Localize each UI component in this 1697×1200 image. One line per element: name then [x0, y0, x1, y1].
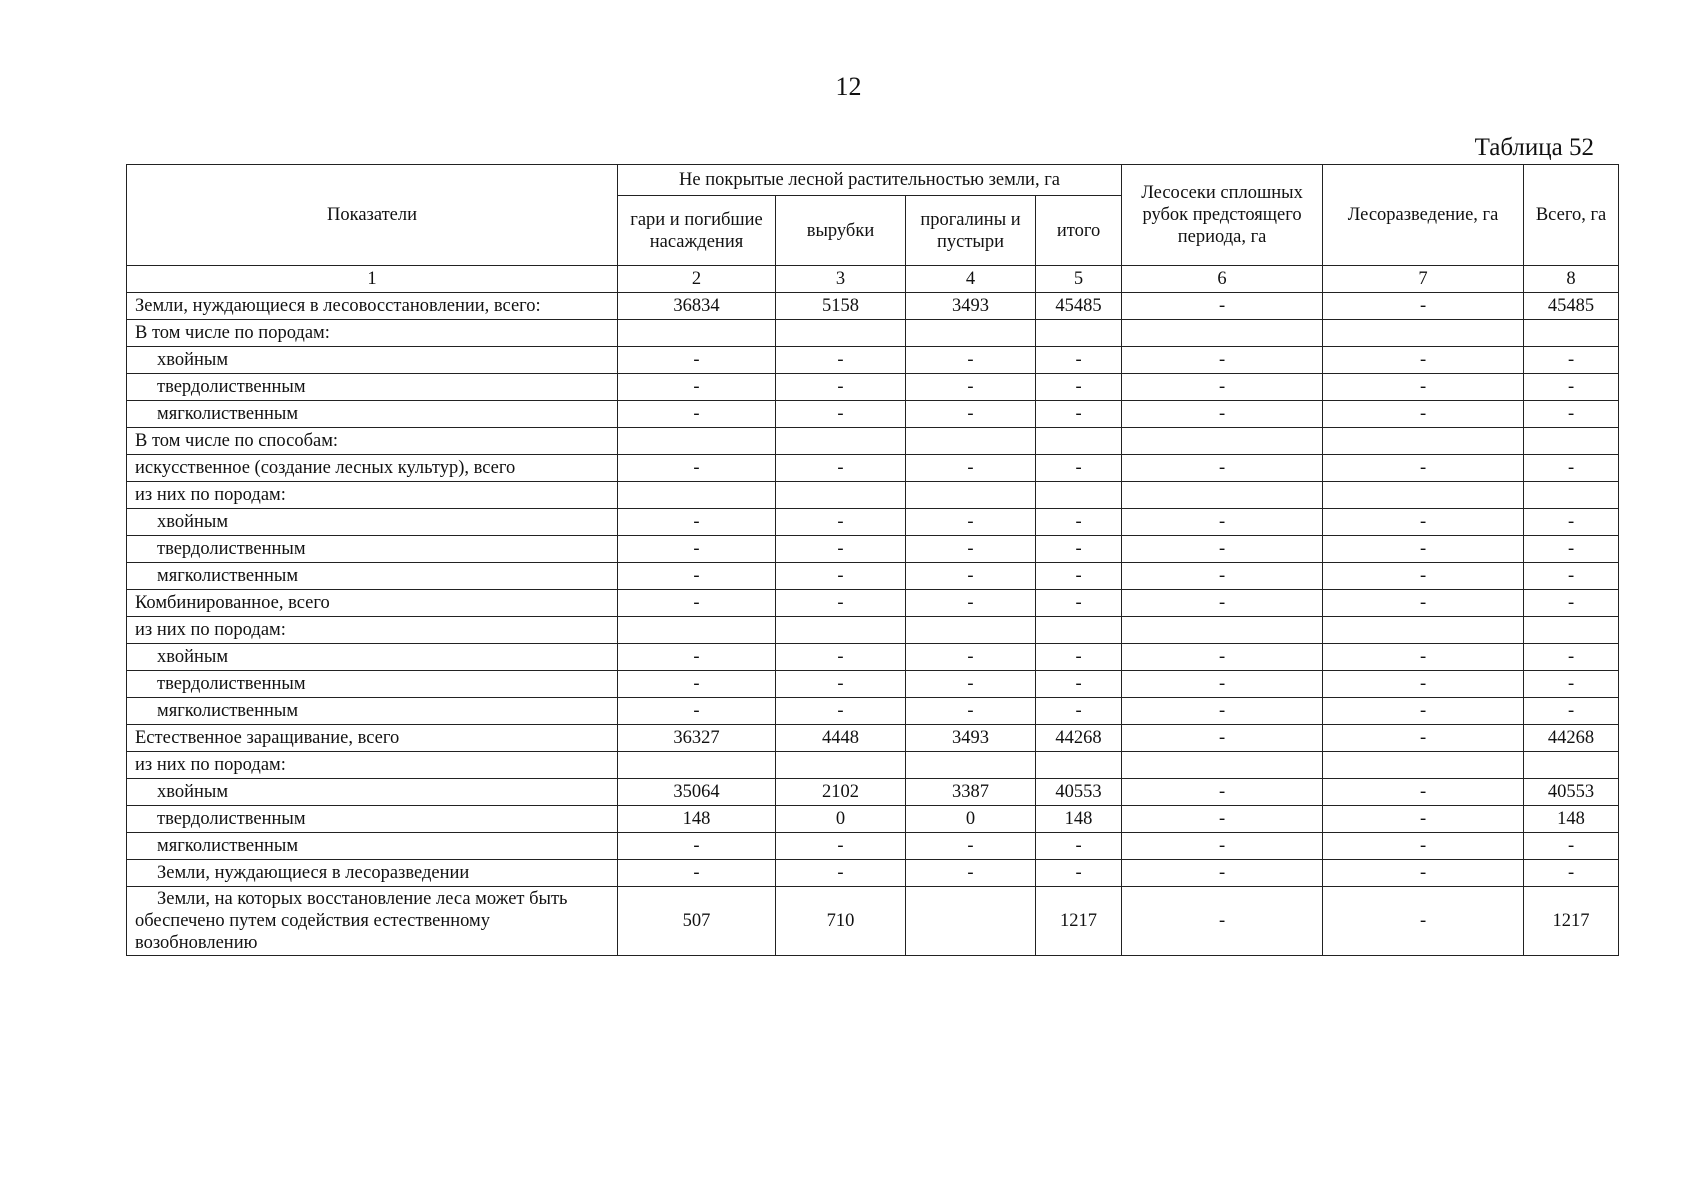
table-cell [776, 428, 906, 455]
row-label: твердолиственным [127, 806, 618, 833]
table-cell: - [1524, 860, 1619, 887]
table-cell: - [1036, 860, 1122, 887]
table-cell: - [776, 833, 906, 860]
table-cell: - [1036, 509, 1122, 536]
table-cell: - [1122, 833, 1323, 860]
table-cell: - [776, 536, 906, 563]
table-cell [1122, 482, 1323, 509]
table-cell: - [618, 590, 776, 617]
table-cell [906, 752, 1036, 779]
table-cell: 1217 [1524, 887, 1619, 956]
table-cell: 40553 [1524, 779, 1619, 806]
table-cell: - [1524, 374, 1619, 401]
table-cell: 36327 [618, 725, 776, 752]
table-cell: - [1122, 374, 1323, 401]
table-cell: - [1122, 644, 1323, 671]
table-cell [1524, 617, 1619, 644]
row-label: хвойным [127, 644, 618, 671]
table-row [127, 428, 1619, 455]
table-cell: - [1323, 293, 1524, 320]
header-total: Всего, га [1524, 165, 1619, 266]
header-cuttings: вырубки [776, 196, 906, 266]
table-cell: - [1323, 347, 1524, 374]
row-label-text: Земли, на которых восстановление леса может быть обеспечено путем содействия естественному возобновлению [135, 889, 568, 953]
table-row [127, 590, 1619, 617]
table-cell: 45485 [1036, 293, 1122, 320]
table-cell [776, 482, 906, 509]
column-number: 5 [1036, 266, 1122, 293]
table-cell: - [1036, 698, 1122, 725]
table-cell: - [1323, 833, 1524, 860]
table-cell: - [1524, 536, 1619, 563]
table-cell: - [906, 509, 1036, 536]
row-label: мягколиственным [127, 833, 618, 860]
table-cell: - [1524, 401, 1619, 428]
table-cell: 148 [1524, 806, 1619, 833]
table-cell: - [1122, 563, 1323, 590]
header-uncovered-lands: Не покрытые лесной растительностью земли, га [618, 165, 1122, 196]
table-cell: - [1036, 563, 1122, 590]
table-cell: 1217 [1036, 887, 1122, 956]
header-burned: гари и погибшие насаждения [618, 196, 776, 266]
table-cell [618, 428, 776, 455]
table-cell: - [906, 671, 1036, 698]
table-cell: - [1323, 779, 1524, 806]
table-cell: - [618, 536, 776, 563]
column-number: 7 [1323, 266, 1524, 293]
table-cell: - [1036, 644, 1122, 671]
table-cell: - [618, 455, 776, 482]
table-cell: - [906, 833, 1036, 860]
table-row [127, 806, 1619, 833]
table-cell: - [1036, 347, 1122, 374]
column-number: 3 [776, 266, 906, 293]
table-row [127, 698, 1619, 725]
table-cell: - [776, 563, 906, 590]
table-row [127, 887, 1619, 956]
table-cell [776, 320, 906, 347]
table-cell: - [776, 374, 906, 401]
table-cell: - [906, 401, 1036, 428]
table-cell: - [1524, 347, 1619, 374]
table-cell: - [1036, 401, 1122, 428]
column-number: 2 [618, 266, 776, 293]
table-row [127, 401, 1619, 428]
table-cell [906, 428, 1036, 455]
table-row [127, 374, 1619, 401]
table-cell: - [906, 698, 1036, 725]
table-cell: 35064 [618, 779, 776, 806]
table-cell: 0 [776, 806, 906, 833]
table-cell: - [776, 401, 906, 428]
table-cell [1122, 617, 1323, 644]
table-cell [1036, 428, 1122, 455]
table-cell: - [1323, 374, 1524, 401]
table-cell: - [776, 590, 906, 617]
row-label: хвойным [127, 347, 618, 374]
table-cell: - [1122, 860, 1323, 887]
table-cell: - [906, 563, 1036, 590]
table-cell: 44268 [1524, 725, 1619, 752]
table-cell [1036, 752, 1122, 779]
table-cell: - [1122, 536, 1323, 563]
table-cell: - [906, 455, 1036, 482]
table-cell: - [776, 509, 906, 536]
table-cell: - [776, 455, 906, 482]
table-cell: - [618, 860, 776, 887]
table-cell: - [906, 590, 1036, 617]
table-cell: - [1122, 887, 1323, 956]
column-number: 4 [906, 266, 1036, 293]
table-cell: - [1323, 698, 1524, 725]
table-cell: 5158 [776, 293, 906, 320]
table-cell [776, 617, 906, 644]
table-cell [1524, 482, 1619, 509]
table-cell: - [1122, 671, 1323, 698]
row-label: хвойным [127, 779, 618, 806]
table-cell: - [1122, 590, 1323, 617]
table-cell: 2102 [776, 779, 906, 806]
reforestation-table [126, 164, 1619, 956]
table-cell [1036, 320, 1122, 347]
table-cell: - [1323, 455, 1524, 482]
row-label: Комбинированное, всего [127, 590, 618, 617]
table-cell: - [1524, 455, 1619, 482]
table-cell: - [618, 644, 776, 671]
table-cell: - [906, 860, 1036, 887]
table-cell [776, 752, 906, 779]
table-cell [1323, 617, 1524, 644]
table-cell [618, 482, 776, 509]
table-cell: 4448 [776, 725, 906, 752]
column-number: 8 [1524, 266, 1619, 293]
table-cell: 3387 [906, 779, 1036, 806]
table-cell [1036, 617, 1122, 644]
table-cell: 710 [776, 887, 906, 956]
table-cell [906, 617, 1036, 644]
row-label: Земли, нуждающиеся в лесовосстановлении, всего: [127, 293, 618, 320]
table-cell: - [1323, 536, 1524, 563]
table-cell: - [1524, 698, 1619, 725]
table-cell: 45485 [1524, 293, 1619, 320]
table-row [127, 752, 1619, 779]
header-indicators: Показатели [127, 165, 618, 266]
table-cell: - [1323, 887, 1524, 956]
table-cell: - [1524, 563, 1619, 590]
table-row [127, 509, 1619, 536]
table-cell [618, 752, 776, 779]
row-label: Естественное заращивание, всего [127, 725, 618, 752]
table-row [127, 725, 1619, 752]
table-cell: - [776, 671, 906, 698]
table-cell: - [618, 347, 776, 374]
table-row [127, 347, 1619, 374]
table-row [127, 320, 1619, 347]
table-row [127, 671, 1619, 698]
table-cell: - [1122, 401, 1323, 428]
row-label: из них по породам: [127, 752, 618, 779]
table-cell: - [1122, 779, 1323, 806]
row-label: твердолиственным [127, 671, 618, 698]
table-cell [1122, 752, 1323, 779]
row-label: твердолиственным [127, 536, 618, 563]
table-cell: - [906, 374, 1036, 401]
column-number: 6 [1122, 266, 1323, 293]
row-label: мягколиственным [127, 563, 618, 590]
table-row [127, 779, 1619, 806]
row-label [127, 887, 618, 956]
header-clearcut-sites: Лесосеки сплошных рубок предстоящего периода, га [1122, 165, 1323, 266]
header-subtotal: итого [1036, 196, 1122, 266]
table-cell: 44268 [1036, 725, 1122, 752]
table-cell: - [1524, 590, 1619, 617]
table-cell: - [618, 833, 776, 860]
table-cell: - [906, 644, 1036, 671]
table-cell [906, 482, 1036, 509]
table-cell [618, 617, 776, 644]
table-cell: - [1122, 293, 1323, 320]
header-afforestation: Лесоразведение, га [1323, 165, 1524, 266]
table-cell [618, 320, 776, 347]
table-cell: - [618, 509, 776, 536]
row-label: В том числе по способам: [127, 428, 618, 455]
table-cell: - [1524, 644, 1619, 671]
row-label: мягколиственным [127, 698, 618, 725]
table-cell: - [1122, 698, 1323, 725]
table-cell: - [1524, 509, 1619, 536]
page-number: 12 [835, 72, 862, 101]
table-cell: - [1524, 671, 1619, 698]
table-cell: - [618, 401, 776, 428]
table-row [127, 455, 1619, 482]
row-label: Земли, нуждающиеся в лесоразведении [127, 860, 618, 887]
table-cell: - [1323, 725, 1524, 752]
row-label: мягколиственным [127, 401, 618, 428]
table-cell: - [906, 536, 1036, 563]
table-cell: - [776, 644, 906, 671]
table-cell [1122, 428, 1323, 455]
table-row [127, 644, 1619, 671]
table-cell: - [1323, 509, 1524, 536]
row-label: искусственное (создание лесных культур), всего [127, 455, 618, 482]
table-row [127, 482, 1619, 509]
header-glades: прогалины и пустыри [906, 196, 1036, 266]
table-cell: - [1323, 860, 1524, 887]
table-cell: - [1036, 536, 1122, 563]
table-cell: - [1036, 374, 1122, 401]
row-label: В том числе по породам: [127, 320, 618, 347]
table-cell: - [1323, 806, 1524, 833]
table-cell [1323, 320, 1524, 347]
table-cell: - [1036, 455, 1122, 482]
table-cell [906, 320, 1036, 347]
table-cell: 0 [906, 806, 1036, 833]
table-row [127, 617, 1619, 644]
table-cell: - [1036, 590, 1122, 617]
table-cell: - [1036, 833, 1122, 860]
table-cell [906, 887, 1036, 956]
table-cell: 40553 [1036, 779, 1122, 806]
table-cell: - [1323, 401, 1524, 428]
table-row [127, 536, 1619, 563]
table-cell: - [618, 698, 776, 725]
table-cell [1524, 752, 1619, 779]
column-number-row [127, 266, 1619, 293]
table-cell [1122, 320, 1323, 347]
row-label: хвойным [127, 509, 618, 536]
table-row [127, 833, 1619, 860]
table-cell: 3493 [906, 725, 1036, 752]
table-cell: - [1122, 455, 1323, 482]
table-cell: - [906, 347, 1036, 374]
table-cell: - [1323, 590, 1524, 617]
row-label: из них по породам: [127, 482, 618, 509]
row-label: твердолиственным [127, 374, 618, 401]
table-cell [1323, 752, 1524, 779]
table-cell: - [776, 860, 906, 887]
column-number: 1 [127, 266, 618, 293]
table-cell: - [618, 563, 776, 590]
table-cell: - [776, 698, 906, 725]
table-row [127, 860, 1619, 887]
table-cell: - [1122, 725, 1323, 752]
table-row [127, 563, 1619, 590]
table-cell: - [1122, 806, 1323, 833]
table-cell: 3493 [906, 293, 1036, 320]
table-cell: 507 [618, 887, 776, 956]
table-cell: 148 [618, 806, 776, 833]
table-cell: - [1524, 833, 1619, 860]
table-cell: - [1036, 671, 1122, 698]
table-cell: 148 [1036, 806, 1122, 833]
table-cell: - [1323, 563, 1524, 590]
table-cell: - [1323, 671, 1524, 698]
table-cell: 36834 [618, 293, 776, 320]
table-caption: Таблица 52 [1474, 134, 1594, 161]
table-cell: - [618, 374, 776, 401]
row-label: из них по породам: [127, 617, 618, 644]
table-cell: - [618, 671, 776, 698]
table-cell: - [776, 347, 906, 374]
table-cell [1036, 482, 1122, 509]
table-cell [1524, 320, 1619, 347]
table-row [127, 293, 1619, 320]
table-cell: - [1122, 509, 1323, 536]
table-cell [1524, 428, 1619, 455]
table-cell [1323, 482, 1524, 509]
table-cell: - [1323, 644, 1524, 671]
table-cell [1323, 428, 1524, 455]
table-cell: - [1122, 347, 1323, 374]
